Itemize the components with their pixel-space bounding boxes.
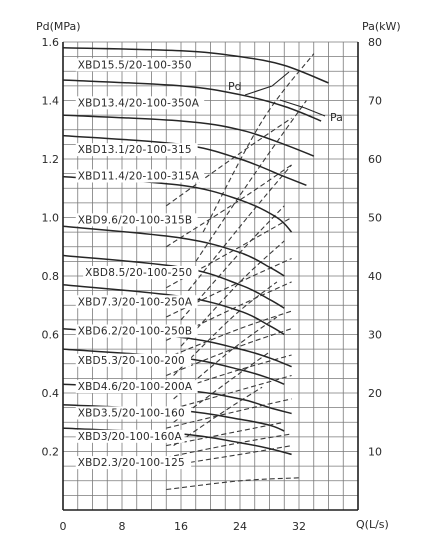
x-tick-label: 16 [174,520,188,533]
y-right-tick-label: 70 [368,94,382,108]
curve-label: XBD6.2/20-100-250B [77,325,193,338]
y-right-tick-label: 10 [368,445,382,459]
curve-label: XBD3/20-100-160A [77,430,182,443]
x-axis-title: Q(L/s) [356,518,389,531]
curve-label: XBD5.3/20-100-200 [77,354,185,367]
curve-label: XBD15.5/20-100-350 [77,59,192,72]
curve-label: XBD13.1/20-100-315 [77,144,192,157]
x-tick-label: 0 [59,520,67,533]
pa-callout-label: Pa [330,111,343,124]
y-left-tick-label: 0.6 [41,328,59,342]
y-right-tick-label: 80 [368,36,382,49]
x-tick-label: 32 [292,520,306,533]
y-left-tick-label: 1.4 [41,94,59,108]
y-right-tick-label: 60 [368,153,382,166]
curve-label: XBD7.3/20-100-250A [77,296,193,309]
x-tick-label: 24 [233,520,247,533]
x-tick-label: 8 [118,520,126,533]
y-left-tick-label: 1.6 [41,36,59,49]
y-right-tick-label: 30 [368,328,382,342]
curve-label: XBD2.3/20-100-125 [77,457,185,470]
y-left-tick-label: 1.2 [41,153,59,166]
curve-label: XBD3.5/20-100-160 [77,407,185,420]
y-right-tick-label: 20 [368,387,382,400]
curve-label: XBD8.5/20-100-250 [85,267,193,279]
pd-callout-label: Pd [228,80,242,93]
y-left-tick-label: 1.0 [41,211,59,225]
curve-label: XBD9.6/20-100-315B [77,214,193,227]
y-left-tick-label: 0.4 [41,387,59,400]
left-axis-title: Pd(MPa) [36,20,81,33]
right-axis-title: Pa(kW) [362,20,401,33]
y-left-tick-label: 0.2 [41,445,59,459]
y-right-tick-label: 40 [368,270,382,283]
y-right-tick-label: 50 [368,211,382,225]
curve-label: XBD4.6/20-100-200A [77,381,193,394]
y-left-tick-label: 0.8 [41,270,59,283]
curve-label: XBD13.4/20-100-350A [77,97,200,110]
curve-label: XBD11.4/20-100-315A [77,170,200,183]
